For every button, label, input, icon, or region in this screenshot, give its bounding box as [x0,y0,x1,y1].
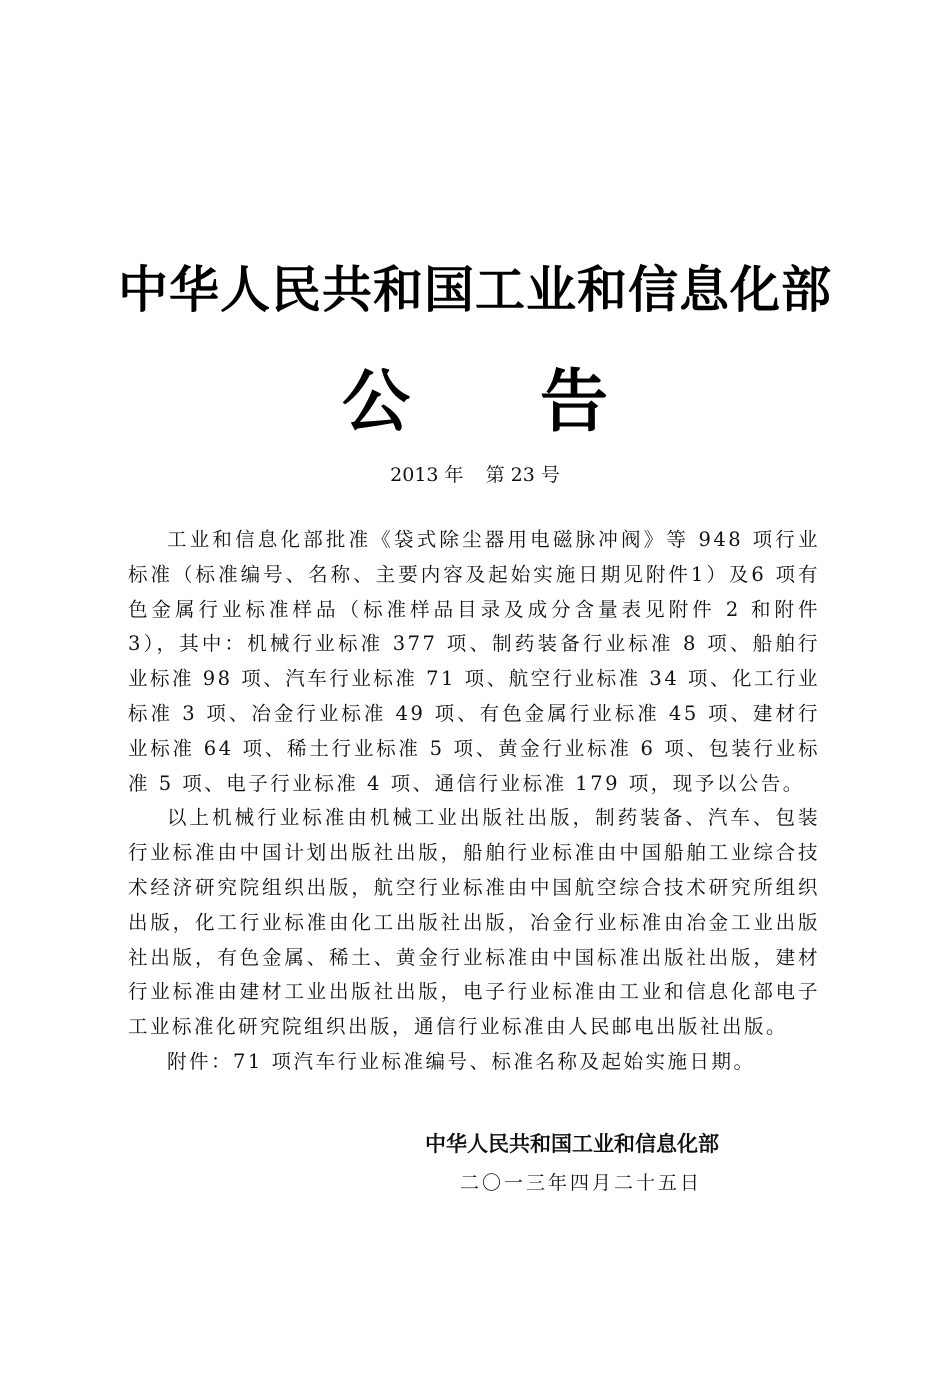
body-paragraph-approval: 工业和信息化部批准《袋式除尘器用电磁脉冲阀》等 948 项行业标准（标准编号、名称、主要内容及起始实施日期见附件1）及6 项有色金属行业标准样品（标准样品目录及成分含量表见附件 2 和附件 3），其中：机械行业标准 377 项、制药装备行业标准 8 项、船舶行业标准 98 项、汽车行业标准 71 项、航空行业标准 34 项、化工行业标准 3 项、冶金行业标准 49 项、有色金属行业标准 45 项、建材行业标准 64 项、稀土行业标准 5 项、黄金行业标准 6 项、包装行业标准 5 项、电子行业标准 4 项、通信行业标准 179 项，现予以公告。 [128,528,820,795]
body-paragraph-attachment: 附件：71 项汽车行业标准编号、标准名称及起始实施日期。 [167,1049,756,1073]
announcement-body [128,523,820,1080]
signature-org: 中华人民共和国工业和信息化部 [425,1132,719,1156]
body-paragraph-publishers: 以上机械行业标准由机械工业出版社出版，制药装备、汽车、包装行业标准由中国计划出版社出版，船舶行业标准由中国船舶工业综合技术经济研究院组织出版，航空行业标准由中国航空综合技术研究所组织出版，化工行业标准由化工出版社出版，冶金行业标准由冶金工业出版社出版，有色金属、稀土、黄金行业标准由中国标准出版社出版，建材行业标准由建材工业出版社出版，电子行业标准由工业和信息化部电子工业标准化研究院组织出版，通信行业标准由人民邮电出版社出版。 [128,806,820,1039]
signature-date: 二〇一三年四月二十五日 [460,1172,703,1194]
document-number [0,460,950,487]
issuer-title: 中华人民共和国工业和信息化部 [118,261,832,319]
document-year: 2013 年 [390,464,464,486]
title-char-1: 公 [341,363,410,442]
document-title [0,348,950,445]
title-char-2: 告 [540,363,609,442]
document-issue-number: 第 23 号 [485,464,560,486]
